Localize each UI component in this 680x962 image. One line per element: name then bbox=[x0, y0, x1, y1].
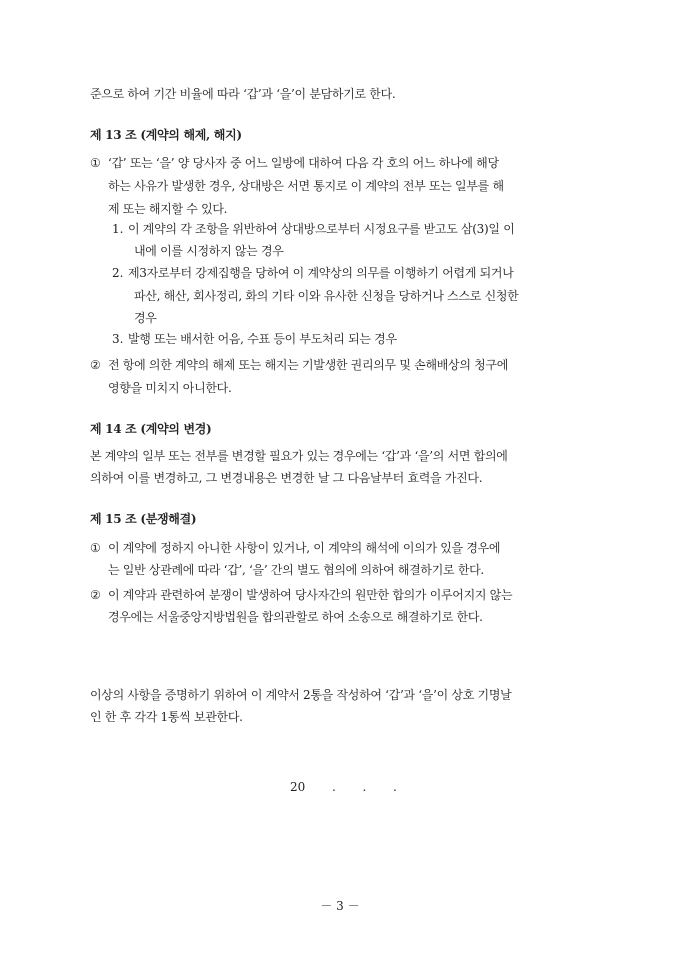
article-15-heading: 제 15 조 (분쟁해결) bbox=[90, 512, 197, 526]
intro-line: 준으로 하여 기간 비율에 따라 ‘갑’과 ‘을’이 분담하기로 한다. bbox=[90, 87, 396, 101]
item-1-line-1: 이 계약의 각 조항을 위반하여 상대방으로부터 시정요구를 받고도 삼(3)일 이 bbox=[128, 222, 515, 236]
item-3-line-1: 발행 또는 배서한 어음, 수표 등이 부도처리 되는 경우 bbox=[128, 332, 397, 346]
article-14-line-1: 본 계약의 일부 또는 전부를 변경할 필요가 있는 경우에는 ‘갑’과 ‘을’의 서면 합의에 bbox=[90, 449, 508, 463]
clause-15-1-line-1: 이 계약에 정하지 아니한 사항이 있거나, 이 계약의 해석에 이의가 있을 경우에 bbox=[108, 541, 501, 555]
closing-line-2: 인 한 후 각각 1통씩 보관한다. bbox=[90, 710, 243, 724]
closing-line-1: 이상의 사항을 증명하기 위하여 이 계약서 2통을 작성하여 ‘갑’과 ‘을’이 상호 기명날 bbox=[90, 688, 512, 702]
article-14-line-2: 의하여 이를 변경하고, 그 변경내용은 변경한 날 그 다음날부터 효력을 가진다. bbox=[90, 471, 483, 485]
clause-13-1-line-1: ‘갑’ 또는 ‘을’ 양 당사자 중 어느 일방에 대하여 다음 각 호의 어느 하나에 해당 bbox=[108, 156, 499, 170]
clause-15-2-mark: ② bbox=[90, 588, 101, 602]
clause-15-2-line-1: 이 계약과 관련하여 분쟁이 발생하여 당사자간의 원만한 합의가 이루어지지 않는 bbox=[108, 588, 513, 602]
clause-13-1-line-3: 제 또는 해지할 수 있다. bbox=[108, 202, 228, 216]
page-number: － 3 － bbox=[320, 899, 360, 913]
clause-15-1-mark: ① bbox=[90, 541, 101, 555]
article-14-heading: 제 14 조 (계약의 변경) bbox=[90, 422, 212, 436]
clause-13-1-mark: ① bbox=[90, 156, 101, 170]
item-2-number: 2. bbox=[112, 266, 124, 280]
item-2-line-2: 파산, 해산, 회사정리, 화의 기타 이와 유사한 신청을 당하거나 스스로 신청한 bbox=[134, 289, 519, 303]
clause-13-2-mark: ② bbox=[90, 358, 101, 372]
item-3-number: 3. bbox=[112, 332, 124, 346]
clause-13-2-line-2: 영향을 미치지 아니한다. bbox=[108, 381, 232, 395]
date-line: 20 . . . bbox=[290, 780, 397, 794]
clause-13-2-line-1: 전 항에 의한 계약의 해제 또는 해지는 기발생한 권리의무 및 손해배상의 청구에 bbox=[108, 358, 509, 372]
item-2-line-1: 제3자로부터 강제집행을 당하여 이 계약상의 의무를 이행하기 어렵게 되거나 bbox=[128, 266, 514, 280]
article-13-heading: 제 13 조 (계약의 해제, 해지) bbox=[90, 128, 242, 142]
document-page bbox=[90, 0, 590, 962]
clause-15-2-line-2: 경우에는 서울중앙지방법원을 합의관할로 하여 소송으로 해결하기로 한다. bbox=[108, 610, 483, 624]
item-1-line-2: 내에 이를 시정하지 않는 경우 bbox=[134, 244, 284, 258]
item-1-number: 1. bbox=[112, 222, 124, 236]
clause-13-1-line-2: 하는 사유가 발생한 경우, 상대방은 서면 통지로 이 계약의 전부 또는 일부를 해 bbox=[108, 179, 504, 193]
item-2-line-3: 경우 bbox=[134, 311, 157, 325]
clause-15-1-line-2: 는 일반 상관례에 따라 ‘갑’, ‘을’ 간의 별도 협의에 의하여 해결하기로 한다. bbox=[108, 563, 484, 577]
